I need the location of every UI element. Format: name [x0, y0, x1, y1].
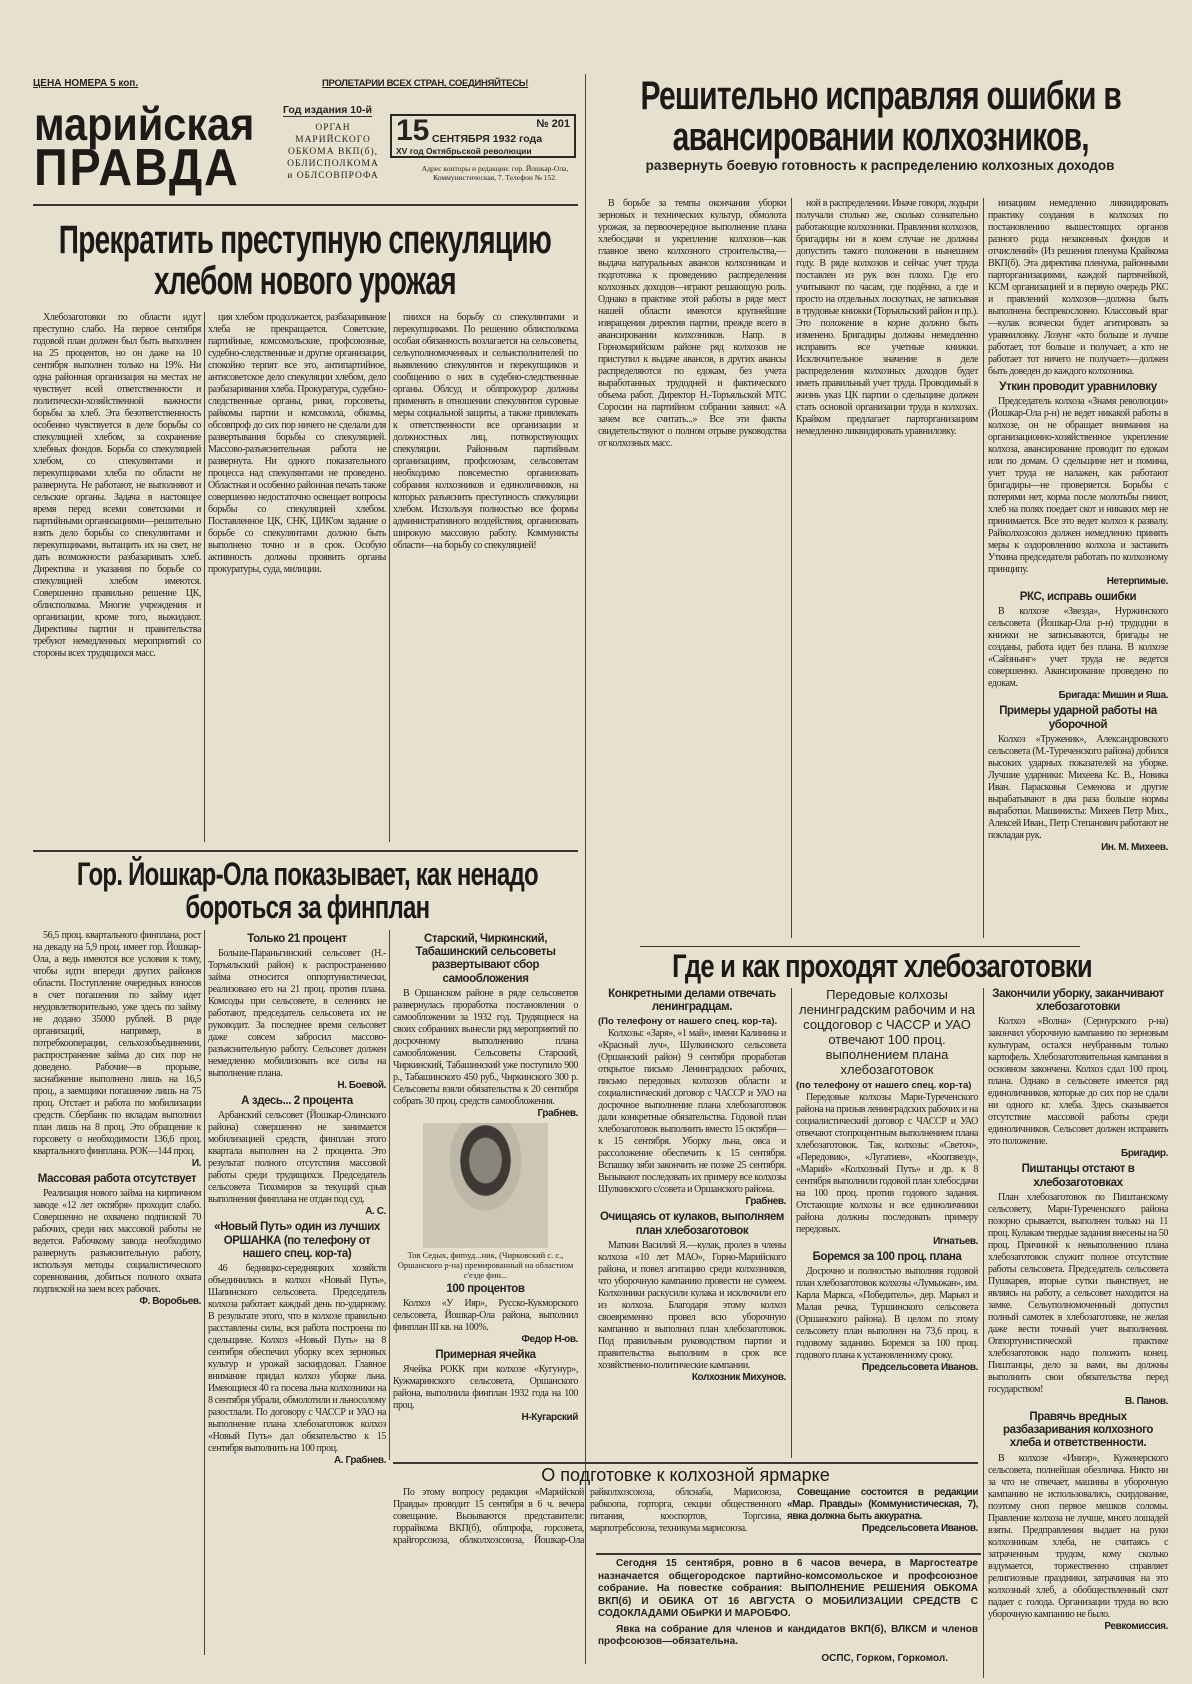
procurement-headline: Где и как проходят хлебозаготовки	[672, 948, 1092, 984]
procurement-col-3: Закончили уборку, заканчивают хлебозаготовки Колхоз «Волна» (Сернурского р-на) закончил уборочную кампанию по зерновым культурам, остался неубранным только картофель. Хлебозаготовительная кампания в основном закончена. Колхоз сдал 100 проц. плана. Однако в сельсовете имеется ряд единоличников, которые до сих пор не сдали ни одного кг. хлеба. Здесь сказывается отсутствие массовой работы среди единоличников. Сельсовет должен исправить это положение. Бригадир. Пиштанцы отстают в хлебозаготовках План хлебозаготовок по Пиштанскому сельсовету, Мари-Туреченского района позорно срывается, выполнен только на 11 проц. Кулакам твердые задания внесены на 50 проц. Причиной к невыполнению плана хлебозаготовок служит полное отсутствие работы сельсовета. Председатель сельсовета Пушкарев, вторые сутки пьянствует, не являясь на работу, а сельсовет находится на замке. Сельуполномоченный допустил полный самотек в хлебозаготовке, не желая даже вести точный учет выполнения. Оппортунистической практике хлебозаготовок надо положить конец. Пиштанцы, дело за вами, вы должны выполнить свои обязательства перед государством! В. Панов. Правячь вредных разбазаривания колхозного хлеба и ответственности. В колхозе «Иниэр», Куженерского сельсовета, полнейшая обезличка. Никто ни за что не отвечает, машины в уборочную кампанию не использовались, скирдование, поэтому сноп первое мешков соломы. Правление колхоза не лучше, много лошадей взяты. Предправления выдает на руки колхозникам хлеба, не считаясь с затраченным трудом, кому сколько вздумается, торжественно справляет религиозные праздники, затрачивая на это колхозный хлеб, а обобществленный скот падает с голода. Организации труда во всю уборочную кампанию не было. Ревкомиссия.	[988, 988, 1168, 1632]
finplan-col-3: Старский, Чиркинский, Табашинский сельсоветы развертывают сбор самообложения В Оршанском районе в ряде сельсоветов развернулась проработка постановления о самообложении за 1932 год. Трудящиеся на своих собраниях вынесли ряд мероприятий по досрочному выполнению плана самообложения. Сельсоветы Старский, Чиркинский, Табашинский уже поступило 900 р., Табашинского 450 руб., Чиркинского 300 р. Сельсоветы взяли обязательства к 20 сентября собрать 30 проц. средств самообложения. Грабнев. Тов Седых, фиmуд...ник, (Чирковский с. с., Оршанского р-на) премированный на областном с'езде фин... 100 процентов Колхоз «У Ияр», Русско-Кукморского сельсовета, Йошкар-Ола района, выполнил финплан III кв. на 100%. Федор Н-ов. Примерная ячейка Ячейка РОКК при колхозе «Кугунур», Кужмаринского сельсовета, Оршанского района, выполнила финплан 1932 года на 100 проц. Н-Кугарский	[393, 933, 578, 1424]
date-day: 15	[396, 114, 430, 147]
spec-col-1: Хлебозаготовки по области идут преступно слабо. На первое сентября годовой план должен был быть выполнен на 25 процентов, но он даже на 10 сентября выполнен только на 19%. Ни одна районная организация на местах не чувствует всей ответственности и политически-хозяйственной важности борьбы за хлеб. Эта безответственность особенно чувствуется в деле борьбы со спекуляцией хлебом, за сохранение хлебных фондов. Борьба со спекуляцией хлебом, со спекулянтами и перекупщиками хлеба по области не развернута. Не работают, не выполняют и сельские органы. Задача в настоящее время перед всеми советскими и партийными организациями—решительно взять дело борьбы со спекулянтами и перекупщиками, вытащить их на свет, не дать возможности разбазаривать хлеб. Директива и указания по борьбе со спекуляцией хлебом имеются. Совершенно правильно решение ЦК, облисполкома. Многие учреждения и организации, кроме того, выжидают. Директивы партии и правительства требуют немедленных мероприятий со стороны всех трудящихся масс.	[33, 312, 201, 659]
organ-info: ОРГАН МАРИЙСКОГО ОБКОМА ВКП(б), ОБЛИСПОЛКОМА и ОБЛСОВПРОФА	[287, 123, 379, 181]
slogan: ПРОЛЕТАРИИ ВСЕХ СТРАН, СОЕДИНЯЙТЕСЬ!	[322, 78, 529, 89]
speculation-headline: Прекратить преступную спекуляцию хлебом нового урожая	[58, 218, 552, 303]
issue-number: № 201	[536, 118, 570, 130]
procurement-col-1: Конкретными делами отвечать ленинградцам. (По телефону от нашего спец. кор-та). Колхозы: «Заря», «1 май», имени Калинина и «Красный луч», Шулкинского сельсовета (Оршанский район) 9 сентября проработав открытое письмо Ленинградских рабочих, письмо передовых колхозов области и социалистический договор с ЧАССР и УАО на досрочное выполнение плана хлебозаготовок дали конкретные обязательства. Годовой план хлебозаготовок выполнить вместо 15 октября—к 15 сентября. Уборку льна, овса и рассоложение обеспечить к 15 сентября. Вспашку зяби закончить не позже 25 сентября. Вызывают последовать их примеру все колхозы Шулкинского с/совета и Оршанского района. Грабнев. Очищаясь от кулаков, выполняем план хлебозаготовок Маткин Василий Я.—кулак, пролез в члены колхоза «10 лет МАО», Горно-Марийского района, и повел агитацию среди колхозников, что уборочную кампанию провести не сумеем. Колхозники раскусили кулака и исключили его из колхоза. Благодаря этому колхоз своевременно провел всю уборочную кампанию и выполнил план хлебозаготовок. Под правильным руководством партии и правительства выполним в срок все хозяйственно-политические кампании. Колхозник Михунов.	[598, 988, 786, 1383]
procurement-col-2: Передовые колхозы ленинградским рабочим и на соцдоговор с ЧАССР и УАО отвечают 100 проц. выполнением плана хлебозаготовок (по телефону от нашего спец. кор-та) Передовые колхозы Мари-Туреченского района на призыв ленинградских рабочих и на социалистический договор с ЧАССР и УАО отвечают стопроцентным выполнением плана хлебозаготовок. Так, колхозы: «Светоч», «Передовик», «Лугатиев», «Коопзвезд», «Марий» «Колхозный Путь» и др. к 8 сентября выполнили годовой план хлебосдачи на 100 проц. против годового задания. Отстающие колхозы и все единоличники района должны последовать примеру передовых. Игнатьев. Боремся за 100 проц. плана Досрочно и полностью выполняя годовой план хлебозаготовок колхозы «Лумыжан», им. Карла Маркса, «Победитель», дер. Марьял и Малая речка, Туршинского сельсовета (Оршанского района). В целом по этому сельсовету план выполнен на 73,6 проц. к годовому заданию. Боремся за 100 проц. годового плана к установленному сроку. Предсельсовета Иванов.	[796, 987, 978, 1373]
spec-col-2: ция хлебом продолжается, разбазаривание хлеба не прекращается. Советские, партийные, комсомольские, профсоюзные, судебно-следственные и другие организации, спокойно терпят все это, антипартийное, антисоветское дело спекуляции хлебом, дело разбазаривания хлеба. Прокуратура, судебно-следственные органы, рики, горсоветы, райкомы партии и комсомола, обкомы, обсовпроф до сих пор ничего не сделали для развертывания борьбы со спекуляцией. Массово-разъяснительная работа не развернута. Ни одного показательного процесса над спекулянтами не проведено. Областная и особенно районная печать также совершенно недостаточно освещает вопросы борьбы со спекуляцией хлебом. Поставленное ЦК, СНК, ЦИК'ом задание о борьбе со спекулянтами должно быть выполнено точно и в срок. Особую активность должны проявить органы прокуратуры, суда, милиции.	[208, 312, 386, 575]
lead-col-3: низациям немедленно ликвидировать практику создания в колхозах по постановлению вышестоящих органов разного рода незаконных фондов и отчислений» (Из решения пленума Крайкома ВКП(б). Эта директива пленума, районными парторганизациями, каждой партячейкой, КСМ организацией и в первую очередь РКС и правлений колхозов—должна быть выполнена беспрекословно. Классовый враг—кулак всячески будет агитировать за уравниловку. Лозунг «кто больше и лучше работает, тот больше и получает, а кто не работает тот ничего не получает»—должен быть доведен до каждого колхозника. Уткин проводит уравниловку Председатель колхоза «Знамя революции» (Йошкар-Ола р-н) не ведет никакой работы в колхозе, он не обращает внимания на организационно-хозяйственное укрепление колхоза, авансирование проводит по едокам или по домам. О сдельщине нет и помина, учет труда не налажен, как работают бригадиры—не проверяется. Борьбы с потерями нет, корма после молотьбы гниют, хлеб на полях поедает скот и никаких мер не принимается. Все это ведет колхоз к развалу. Райколхозсоюз должен немедленно принять меры к оздоровлению колхоза и заставить Уткина председателя работать по колхозному принципу. Нетерпимые. РКС, исправь ошибки В колхозе «Звезда», Нуржинского сельсовета (Йошкар-Ола р-н) трудодни в книжки не записываются, бригады не созданы, работа идет без плана. В колхозе «Сайзнынг» учет труда не ведется совершенно. Авансирование проведено по едокам. Бригада: Мишин и Яша. Примеры ударной работы на уборочной Колхоз «Труженик», Александровского сельсовета (М.-Туреченского района) добился высоких ударных показателей на уборке. Лучшие ударники: Михеева Кс. В., Новика Иван. Парасковья Семенова и другие вырабатывают в два раза больше нормы выработки. Машинисты: Михеев Петр Мих., Алексей Иван., Петр Степанович работают не покладая рук. Ин. М. Михеев.	[988, 198, 1168, 853]
revolution-year: XV год Октябрьской революции	[396, 146, 532, 156]
newspaper-logo: марийская ПРАВДА	[34, 98, 255, 198]
date-box	[390, 114, 576, 158]
spec-col-3: пиихся на борьбу со спекулянтами и перекупщиками. По решению облисполкома особая обязанность возлагается на сельсоветы, сельуполномоченных и сельисполнителей по выявлению спекулянтов и перекупщиков и сообщению о них в судебно-следственные органы. Облсуд и облпрокурор должны применять в отношении спекулянтов суровые меры социальной защиты, а также привлекать к ответственности все организации и должностных лиц, потворствующих спекуляции. Районным партийным организациям, профсоюзам, сельсоветам необходимо повсеместно организовать собрания колхозников и единоличников, на которых разъяснить преступность спекуляции хлебом. Используя полностью все формы административного воздействия, организовать широкую массовую работу. Коммунисты области—на борьбу со спекуляцией!	[393, 312, 578, 551]
address: Адрес конторы и редакции: гор. Йошкар-Ола, Коммунистическая, 7. Телефон № 152.	[421, 164, 569, 182]
price-label: ЦЕНА НОМЕРА 5 коп.	[33, 78, 139, 89]
date-month-year: СЕНТЯБРЯ 1932 года	[432, 133, 543, 145]
brief-title: Примеры ударной работы на уборочной	[999, 705, 1157, 731]
meeting-notice: Сегодня 15 сентября, ровно в 6 часов вечера, в Маргостеатре назначается общегородское партийно-комсомольское и профсоюзное собрание. На повестке собрания: ВЫПОЛНЕНИЕ РЕШЕНИЯ ОБКОМА ВКП(б) И ОБИКА ОТ 16 АВГУСТА О МОБИЛИЗАЦИИ СРЕДСТВ С СОДОКЛАДАМИ ОБиРКИ И МАРОБФО. Явка на собрание для членов и кандидатов ВКП(б), ВЛКСМ и членов профсоюзов—обязательна. ОСПС, Горком, Горкомол.	[598, 1558, 978, 1664]
lead-headline: Решительно исправляя ошибки в авансировании колхозников,	[640, 74, 1122, 159]
portrait-photo	[423, 1123, 548, 1248]
photo-caption: Тов Седых, фиmуд...ник, (Чирковский с. с., Оршанского р-на) премированный на областном с'езде фин...	[397, 1249, 574, 1280]
finplan-headline: Гор. Йошкар-Ола показывает, как ненадо бороться за финплан	[76, 856, 538, 925]
brief-title: Уткин проводит уравниловку	[999, 381, 1157, 393]
finplan-col-1: 56,5 проц. квартального финплана, рост на декаду на 5,9 проц. имеет гор. Йошкар-Ола, а ведь имеются все условия к тому, чтобы идти впереди других районов области. Поступление очередных взносов в счет погашения по займу идет неудовлетворительно, уже здесь по займу не додано 35000 рублей. В ряде организаций, например, в потребкооперации, сельхозобъединении, распространение займа до сих пор не доведено. Рабочие—в прорыве, заснабжение выполнено лишь на 16,5 проц., а заемщики погашение лишь на 75 проц. Отстает и работа по мобилизации средств. Сбербанк по вкладам выполнил план лишь на 8 проц. Это обращение к горсовету о необходимости 136,6 проц. квартального финплана. РОК—144 проц. И. Массовая работа отсутствует Реализация нового займа на кирпичном заводе «12 лет октября» проходит слабо. Совершенно не охвачено подпиской 70 рабочих, среди них массовой работы не ведется. Рабочкому завода необходимо развернуть разъяснительную работу, используя методы социалистического соревнования, добиться полного охвата подпиской на заем всех рабочих. Ф. Воробьев.	[33, 930, 201, 1308]
fair-headline: О подготовке к колхозной ярмарке	[541, 1465, 830, 1485]
lead-subtitle: развернуть боевую готовность к распределению колхозных доходов	[645, 158, 1115, 173]
publication-year: Год издания 10-й	[283, 104, 372, 116]
lead-col-2: ной в распределении. Иначе говоря, лодыри получали столько же, сколько сознательно работающие колхозники. Правления колхозов, бригадиры ни в коем случае не должны допустить такого положения в нынешнем году. В ряде колхозов и сейчас учет труда поставлен из рук вон плохо. Где его учитывают по часам, где подённо, а где и просто на отдельных лоскутках, не записывая в трудовые книжки (Торъяльский район и пр.). Это положение в корне должно быть изменено. Бригадиры должны немедленно исправить все учетные книжки. Исключительное значение в деле распределения колхозных доходов будет иметь правильный учет труда. Проводимый в жизнь указ ЦК партии о сдельщине должен стать основой организации труда в колхозах. Крайком предлагает парторганизациям немедленно ликвидировать уравниловку.	[796, 198, 978, 437]
finplan-col-2: Только 21 процент Больше-Параньгинский сельсовет (Н.-Торъяльский район) к распространению займа относится оппортунистически, реализовано его на 21 проц. против плана. Комсоды при сельсовете, в селениях не работают, председатель сельсовета их не руководит. За последнее время сельсовет даже совсем забросил массово-разъяснительную работу. Сельсовет должен немедленно мобилизовать все силы на выполнение плана. Н. Боевой. А здесь... 2 процента Арбанский сельсовет (Йошкар-Олинского района) совершенно не занимается мобилизацией средств, финплан этого квартала выполнен на 2 процента. Это результат полного отсутствия массовой работы среди трудящихся. Председатель сельсовета Тихомиров за текущий срыв выполнения финплана не отдан под суд. А. С. «Новый Путь» один из лучших ОРШАНКА (по телефону от нашего спец. кор-та) 46 бедняцко-середняцких хозяйств объединились в колхоз «Новый Путь», Шапинского сельсовета. Председатель колхоза работает каждый день по-ударному. В результате этого, что в колхозе правильно расставлены силы, вся работа построена по сдельщине. Колхоз «Новый Путь» на 8 сентября обеспечил уборку всех зерновых культур и урожай заскирдовал. Главное внимание придал колхоз уборке льна. Имеющиеся 40 га посева льна колхозники на 8 сентября убрали, обмолотили и льносолому разостлали. По договору с ЧАССР и УАО на выполнение плана хлебозаготовок колхоз «Новый Путь» дал обязательство к 15 сентября выполнить на 100 проц. А. Грабнев.	[208, 933, 386, 1467]
fair-text: По этому вопросу редакция «Марийской Правды» проводит 15 сентября в 6 ч. вечера совещание. Вызываются представители: горрайкома ВКП(б), облпрофа, горсовета, крайгорсоюза, облколхозсоюза, Йошкар-Ола райколхозсоюза, облснаба, Марисоюза, рабкоопа, горторга, секции общественного питания, кооспортов, Торгсина, марпотребсоюза, техникума марисоюза. Совещание состоится в редакции «Мар. Правды» (Коммунистическая, 7), явка должна быть аккуратна. Предсельсовета Иванов.	[393, 1487, 978, 1546]
lead-col-1: В борьбе за темпы окончания уборки зерновых и технических культур, обмолота урожая, за первоочередное выполнение плана хлебосдачи и укрепление колхозов—как главное звено колхозного строительства,—выдача натуральных авансов колхозникам и подготовка к проведению распределения колхозных доходов—играют решающую роль. Однако в практике этой работы в ряде мест нашей области имеются крупнейшие извращения директив партии, прежде всего в авансировании колхозников. Напр. в Горномарийском районе ряд колхозов не приступил к выдаче авансов, в других авансы распределяются по едокам, без учета выработанных трудодней и фактического объема работ. Директор Н.-Торъяльской МТС Соросин на партийном собрании заявил: «А зачем все считать...» Все эти факты свидетельствуют о полном отрыве руководства от колхозных масс.	[598, 198, 786, 449]
brief-title: РКС, исправь ошибки	[1019, 591, 1137, 604]
